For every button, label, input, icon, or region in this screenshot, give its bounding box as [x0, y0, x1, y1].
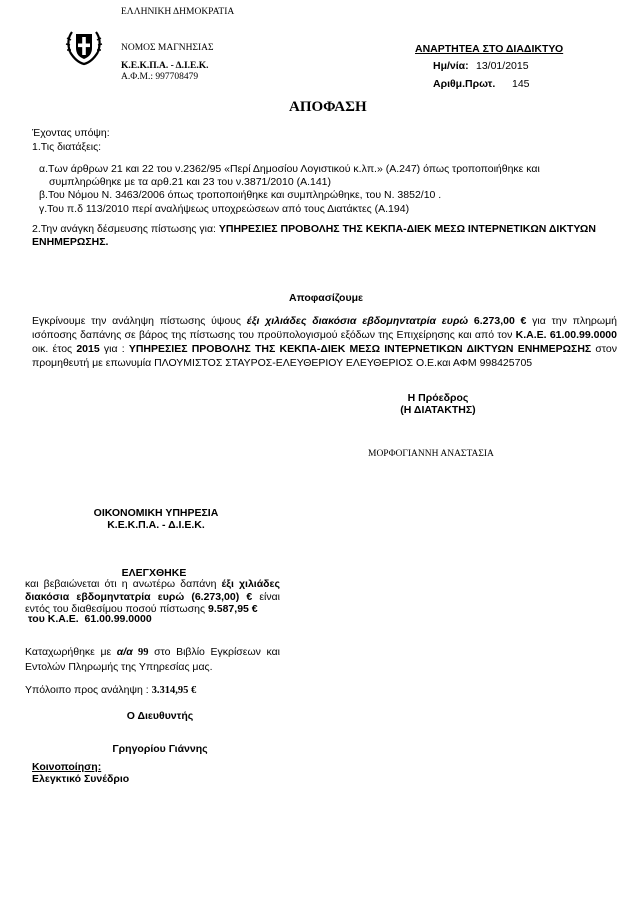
publish-notice: ΑΝΑΡΤΗΤΕΑ ΣΤΟ ΔΙΑΔΙΚΤΥΟ [415, 43, 564, 55]
cc-label: Κοινοποίηση: [32, 761, 102, 773]
decision-service: ΥΠΗΡΕΣΙΕΣ ΠΡΟΒΟΛΗΣ ΤΗΣ ΚΕΚΠΑ-ΔΙΕΚ ΜΕΣΩ ΙΝΤΕΡΝΕΤΙΚΩΝ ΔΙΚΤΥΩΝ ΕΝΗΜΕΡΩΣΗΣ [128, 343, 592, 355]
considering-item-2 [32, 223, 612, 235]
registration-text-2: στο Βιβλίο Εγκρίσεων και Εντολών Πληρωμής της Υπηρεσίας μας. [25, 646, 281, 673]
checked-text-3: είναι εντός του διαθεσίμου ποσού πίστωσης [25, 590, 280, 615]
decision-text-5: για : [99, 343, 129, 355]
decision-amount-words: έξι χιλιάδες διακόσια εβδομηντατρία ευρώ [246, 315, 469, 327]
date-label: Ημ/νία: [433, 60, 469, 72]
balance-label: Υπόλοιπο προς ανάληψη : [25, 684, 152, 696]
checked-available: 9.587,95 € [208, 603, 258, 615]
president-role: (Η ΔΙΑΤΑΚΤΗΣ) [400, 404, 476, 416]
provision-a-line2: συμπληρώθηκε με τα αρθ.21 και 23 του ν.3871/2010 (Α.141) [49, 176, 332, 188]
decision-heading: Αποφασίζουμε [289, 292, 363, 304]
president-name: ΜΟΡΦΟΓΙΑΝΝΗ ΑΝΑΣΤΑΣΙΑ [368, 449, 494, 459]
registration-number: 99 [132, 647, 149, 658]
balance-value: 3.314,95 € [151, 685, 197, 696]
provision-c: γ.Του π.δ 113/2010 περί αναλήψεως υποχρεώσεων από τους Διατάκτες (Α.194) [39, 203, 410, 215]
checked-heading: ΕΛΕΓΧΘΗΚΕ [121, 567, 187, 579]
header-tax-id: Α.Φ.Μ.: 997708479 [121, 72, 199, 82]
header-prefecture: ΝΟΜΟΣ ΜΑΓΝΗΣΙΑΣ [121, 43, 214, 53]
decision-amount-number: 6.273,00 € [473, 315, 527, 327]
provision-a-line1: α.Των άρθρων 21 και 22 του ν.2362/95 «Περί Δημοσίου Λογιστικού κ.λπ.» (Α.247) όπως τροποποιήθηκε και [39, 163, 540, 175]
header-organization: Κ.Ε.Κ.Π.Α. - Δ.Ι.Ε.Κ. [121, 61, 209, 71]
director-title: Ο Διευθυντής [126, 710, 194, 722]
item2-prefix: 2.Την ανάγκη δέσμευσης πίστωσης για: [32, 223, 219, 235]
decision-year: 2015 [76, 343, 100, 355]
finance-title: ΟΙΚΟΝΟΜΙΚΗ ΥΠΗΡΕΣΙΑ [93, 507, 219, 519]
cc-value: Ελεγκτικό Συνέδριο [32, 773, 130, 785]
protocol-label: Αριθμ.Πρωτ. [433, 78, 496, 90]
finance-org: Κ.Ε.Κ.Π.Α. - Δ.Ι.Ε.Κ. [107, 519, 205, 531]
item2-service-line2: ΕΝΗΜΕΡΩΣΗΣ. [32, 236, 109, 248]
decision-text-1: Εγκρίνουμε την ανάληψη πίστωσης ύψους [32, 315, 247, 327]
president-title: Η Πρόεδρος [407, 392, 469, 404]
decision-text-4: οικ. έτος [32, 343, 77, 355]
checked-paragraph [25, 578, 280, 616]
date-value: 13/01/2015 [476, 60, 529, 72]
considering-intro: Έχοντας υπόψη: [32, 127, 110, 139]
balance-line [25, 684, 196, 696]
considering-item-1: 1.Τις διατάξεις: [32, 141, 102, 153]
checked-amount-number: (6.273,00) € [191, 590, 253, 603]
checked-text-1: και βεβαιώνεται ότι η ανωτέρω δαπάνη [25, 578, 222, 590]
decision-text-3: για την πληρωμή ισόποσης δαπάνης σε βάρος της πίστωσης του προϋπολογισμού εξόδων της Επιχείρησης και από τον [32, 315, 617, 341]
decision-text-6: στον προμηθευτή με επωνυμία ΠΛΟΥΜΙΣΤΟΣ ΣΤΑΥΡΟΣ-ΕΛΕΥΘΕΡΙΟΥ ΕΛΕΥΘΕΡΙΟΣ Ο.Ε.και ΑΦΜ 998425705 [32, 343, 617, 369]
provision-b: β.Του Νόμου Ν. 3463/2006 όπως τροποποιήθηκε και συμπληρώθηκε, του Ν. 3852/10 . [39, 189, 442, 201]
director-name: Γρηγορίου Γιάννης [112, 743, 208, 755]
header-republic: ΕΛΛΗΝΙΚΗ ΔΗΜΟΚΡΑΤΙΑ [121, 7, 235, 17]
protocol-value: 145 [512, 78, 530, 90]
greek-emblem-icon [64, 26, 104, 68]
registration-aa: α/α [116, 646, 133, 658]
checked-amount-words: έξι χιλιάδες διακόσια εβδομηντατρία ευρώ [25, 578, 280, 603]
decision-kae: Κ.Α.Ε. 61.00.99.0000 [515, 329, 617, 341]
item2-service-line1: ΥΠΗΡΕΣΙΕΣ ΠΡΟΒΟΛΗΣ ΤΗΣ ΚΕΚΠΑ-ΔΙΕΚ ΜΕΣΩ ΙΝΤΕΡΝΕΤΙΚΩΝ ΔΙΚΤΥΩΝ [218, 223, 596, 235]
decision-paragraph [32, 314, 617, 370]
registration-paragraph [25, 645, 280, 674]
registration-text-1: Καταχωρήθηκε με [25, 646, 117, 658]
checked-kae: του Κ.Α.Ε. 61.00.99.0000 [25, 613, 152, 625]
document-title: ΑΠΟΦΑΣΗ [289, 99, 367, 115]
